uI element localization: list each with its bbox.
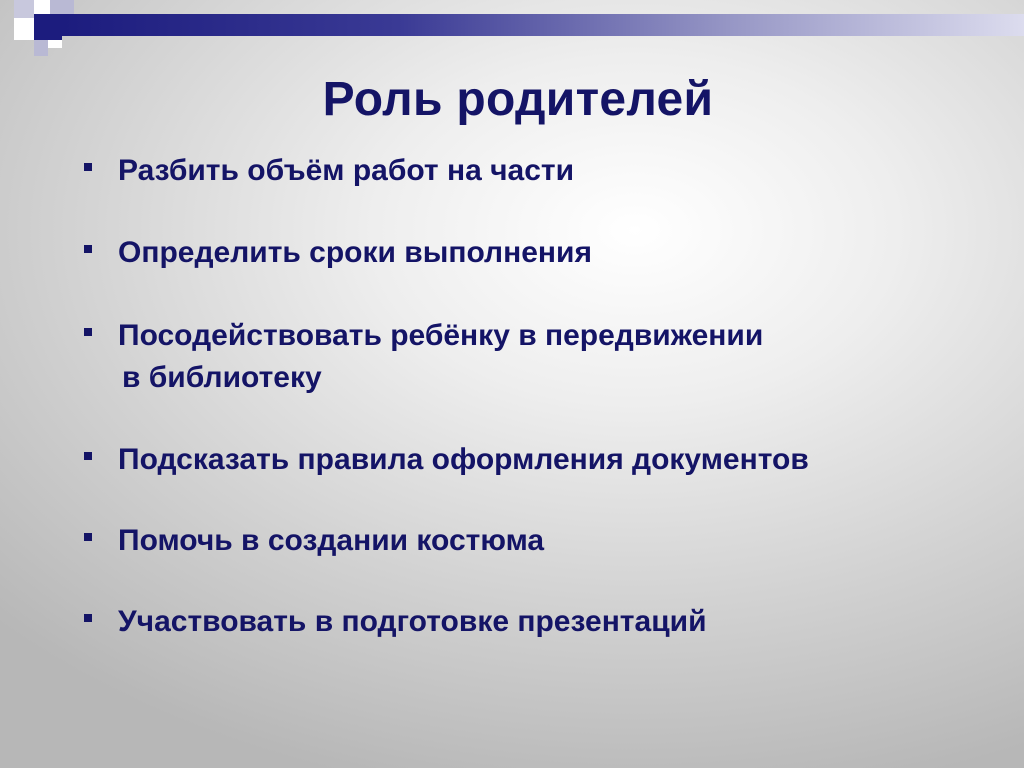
- square-bullet-icon: [84, 452, 92, 460]
- square-bullet-icon: [84, 245, 92, 253]
- list-item-label: Подсказать правила оформления документов: [118, 443, 809, 476]
- list-item-label: Участвовать в подготовке презентаций: [118, 605, 707, 638]
- square-bullet-icon: [84, 163, 92, 171]
- list-item-line1: Посодействовать ребёнку в передвижении: [118, 319, 764, 352]
- square-bullet-icon: [84, 533, 92, 541]
- list-item-label: [118, 315, 763, 399]
- header-bar: [62, 14, 1024, 36]
- square-bullet-icon: [84, 614, 92, 622]
- list-item-continuation: в библиотеку: [122, 361, 322, 394]
- list-item-label: Помочь в создании костюма: [118, 524, 545, 557]
- slide-title: Роль родителей: [322, 73, 714, 126]
- list-item-label: Определить сроки выполнения: [118, 236, 592, 269]
- square-bullet-icon: [84, 328, 92, 336]
- list-item-label: Разбить объём работ на части: [118, 154, 575, 187]
